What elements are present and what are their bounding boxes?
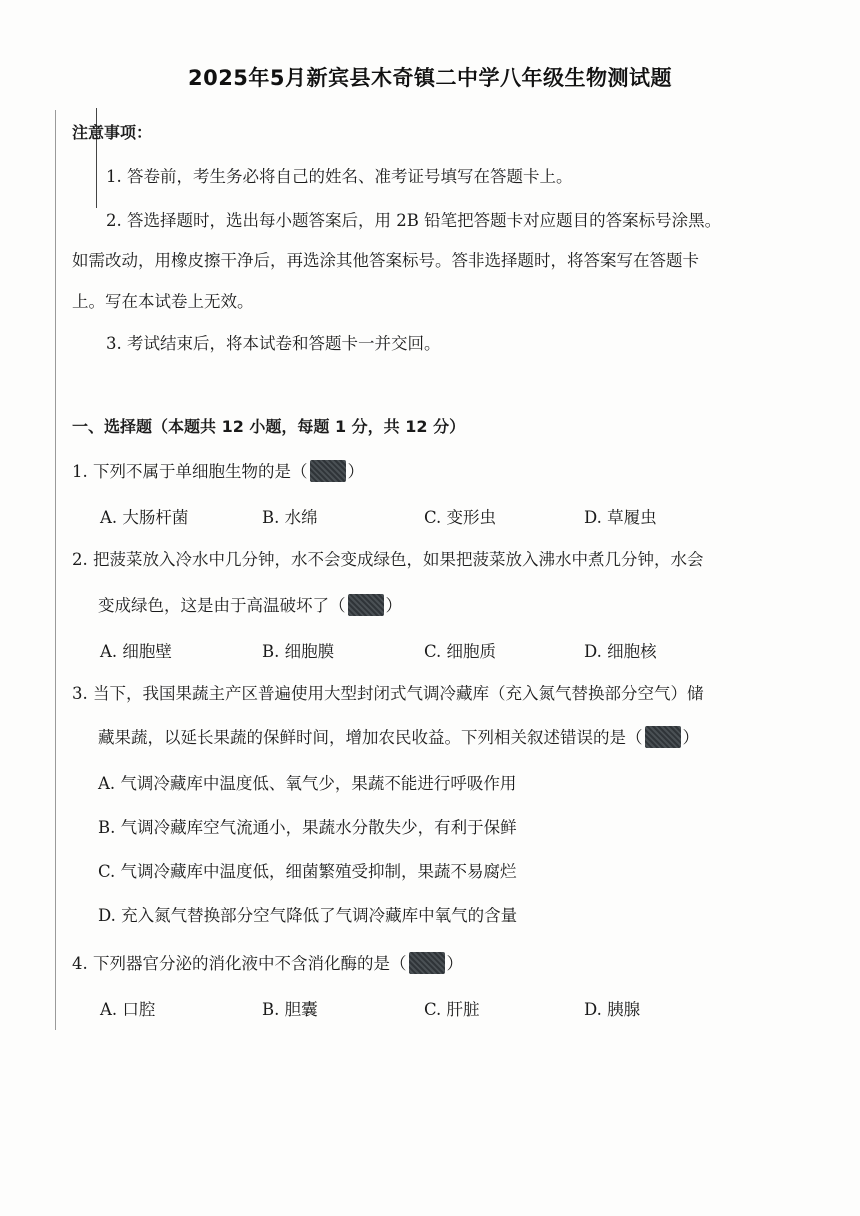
question-4-text: 4. 下列器官分泌的消化液中不含消化酶的是（ xyxy=(72,954,407,973)
notice-item-1: 1. 答卷前，考生务必将自己的姓名、准考证号填写在答题卡上。 xyxy=(106,167,573,186)
question-4-option-c: C. 肝脏 xyxy=(424,1000,480,1019)
section-heading: 一、选择题（本题共 12 小题，每题 1 分，共 12 分） xyxy=(72,417,466,436)
question-2-option-b: B. 细胞膜 xyxy=(262,642,335,661)
question-2-text: 变成绿色，这是由于高温破坏了（ xyxy=(98,596,346,615)
question-1-text: 1. 下列不属于单细胞生物的是（ xyxy=(72,462,308,481)
question-1-stem xyxy=(72,458,364,482)
question-1-option-c: C. 变形虫 xyxy=(424,508,497,527)
notice-heading: 注意事项： xyxy=(72,123,153,142)
question-2-option-d: D. 细胞核 xyxy=(584,642,657,661)
notice-item-3: 3. 考试结束后，将本试卷和答题卡一并交回。 xyxy=(106,334,441,353)
question-3-close-paren: ） xyxy=(682,728,699,747)
question-2-option-c: C. 细胞质 xyxy=(424,642,497,661)
question-2-option-a: A. 细胞壁 xyxy=(100,642,172,661)
page-title: 2025年5月新宾县木奇镇二中学八年级生物测试题 xyxy=(187,66,673,90)
notice-item-2-line-1: 2. 答选择题时，选出每小题答案后，用 2B 铅笔把答题卡对应题目的答案标号涂黑。 xyxy=(106,211,722,230)
redacted-answer-box xyxy=(645,726,681,748)
question-3-stem-line-2 xyxy=(98,724,699,748)
question-4-stem xyxy=(72,950,463,974)
question-3-option-b: B. 气调冷藏库空气流通小，果蔬水分散失少，有利于保鲜 xyxy=(98,818,517,837)
question-3-text: 藏果蔬，以延长果蔬的保鲜时间，增加农民收益。下列相关叙述错误的是（ xyxy=(98,728,643,747)
question-3-option-c: C. 气调冷藏库中温度低，细菌繁殖受抑制，果蔬不易腐烂 xyxy=(98,862,517,881)
redacted-answer-box xyxy=(409,952,445,974)
redacted-answer-box xyxy=(310,460,346,482)
redacted-answer-box xyxy=(348,594,384,616)
question-2-stem-line-2 xyxy=(98,592,402,616)
question-1-option-b: B. 水绵 xyxy=(262,508,318,527)
question-1-option-d: D. 草履虫 xyxy=(584,508,657,527)
question-4-option-d: D. 胰腺 xyxy=(584,1000,641,1019)
question-4-option-b: B. 胆囊 xyxy=(262,1000,318,1019)
question-4-option-a: A. 口腔 xyxy=(100,1000,156,1019)
question-3-stem-line-1: 3. 当下，我国果蔬主产区普遍使用大型封闭式气调冷藏库（充入氮气替换部分空气）储 xyxy=(72,684,704,703)
question-2-stem-line-1: 2. 把菠菜放入冷水中几分钟，水不会变成绿色，如果把菠菜放入沸水中煮几分钟，水会 xyxy=(72,550,704,569)
notice-item-2-line-2: 如需改动，用橡皮擦干净后，再选涂其他答案标号。答非选择题时，将答案写在答题卡 xyxy=(72,251,699,270)
question-2-close-paren: ） xyxy=(385,596,402,615)
question-3-option-a: A. 气调冷藏库中温度低、氧气少，果蔬不能进行呼吸作用 xyxy=(98,774,517,793)
question-3-option-d: D. 充入氮气替换部分空气降低了气调冷藏库中氧气的含量 xyxy=(98,906,518,925)
question-1-option-a: A. 大肠杆菌 xyxy=(100,508,189,527)
question-1-close-paren: ） xyxy=(347,462,364,481)
notice-item-2-line-3: 上。写在本试卷上无效。 xyxy=(72,292,254,311)
question-4-close-paren: ） xyxy=(446,954,463,973)
binding-margin-line xyxy=(55,110,56,1030)
